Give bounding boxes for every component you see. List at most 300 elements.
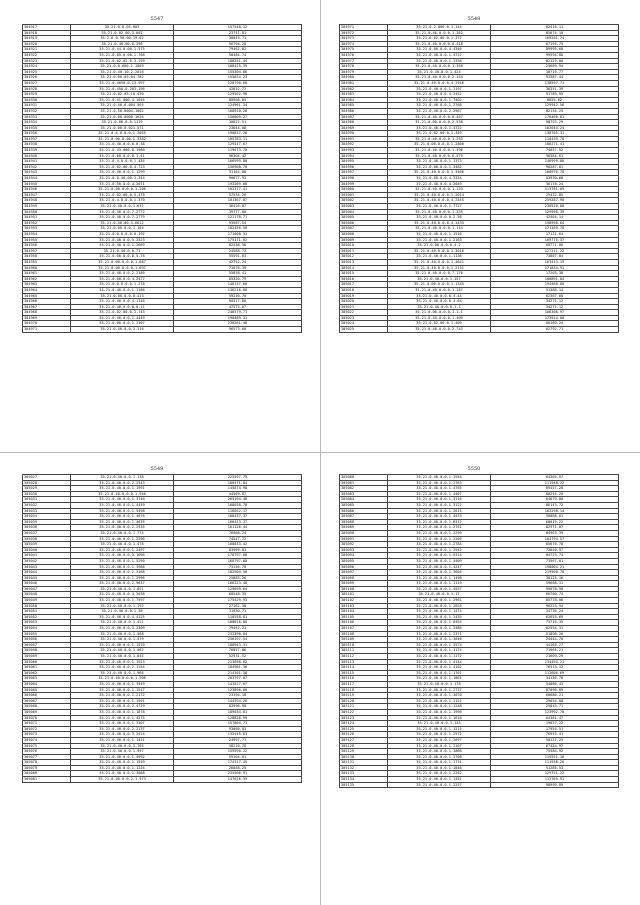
code-cell: 35.21.0.40.0.0.1.966 [71, 670, 174, 676]
code-cell: 35.21.0.40.0.0.4.2038 [71, 592, 174, 598]
code-cell: 35.21.0.40.0.0.1.4765 [388, 486, 491, 492]
code-cell: 35.21.0.40.0.0.2.2186 [71, 271, 174, 277]
record-id-cell: 305053 [23, 620, 71, 626]
code-cell: 35.21.0.40.0.0.3.316 [71, 327, 174, 333]
record-id-cell: 304920 [23, 41, 71, 47]
record-id-cell: 304951 [23, 215, 71, 221]
amount-cell: 265194.48 [174, 497, 302, 503]
record-id-cell: 305073 [23, 732, 71, 738]
code-cell: 35.21.0.40.0.004.564 [71, 103, 174, 109]
record-id-cell: 304995 [340, 159, 388, 165]
code-cell: 35.21.0.40.0.0.1.3116 [388, 497, 491, 503]
table-row [340, 327, 619, 333]
amount-cell: 108033.42 [174, 542, 302, 548]
table-row [340, 782, 619, 788]
amount-cell: 90317.86 [174, 299, 302, 305]
amount-cell: 24997.71 [174, 737, 302, 743]
amount-cell: 232390.04 [174, 631, 302, 637]
code-cell: 35.21.0.40.0.0.1.4102 [388, 665, 491, 671]
amount-cell: 121178.71 [174, 215, 302, 221]
amount-cell: 62416.11 [491, 25, 619, 31]
record-id-cell: 305119 [340, 693, 388, 699]
amount-cell: 129517.67 [174, 142, 302, 148]
amount-cell: 84365.97 [491, 475, 619, 481]
code-cell: 35.2.6.0.50.00.19.02 [71, 36, 174, 42]
code-cell: 35.21.0.40.0.0.1.1119 [388, 581, 491, 587]
amount-cell: 175171.62 [174, 237, 302, 243]
code-cell: 35.21.0.40.0.0.1.7402 [388, 97, 491, 103]
record-id-cell: 304933 [23, 114, 71, 120]
amount-cell: 175429.93 [174, 598, 302, 604]
amount-cell: 144394.26 [174, 698, 302, 704]
amount-cell: 93587.54 [174, 220, 302, 226]
amount-cell: 159590.22 [174, 749, 302, 755]
amount-cell: 238261.48 [174, 321, 302, 327]
code-cell: 35.21.0.40.0.0.1.5290 [71, 558, 174, 564]
record-id-cell: 304999 [340, 181, 388, 187]
record-id-cell: 305015 [340, 271, 388, 277]
code-cell: 35.21.0.40.0.0.1.1516 [388, 231, 491, 237]
record-id-cell: 305047 [23, 586, 71, 592]
record-id-cell: 305104 [340, 609, 388, 615]
record-id-cell: 304926 [23, 75, 71, 81]
amount-cell: 116052.17 [174, 508, 302, 514]
amount-cell: 169775.37 [491, 237, 619, 243]
code-cell: 35.21.0.40.0.0.1.2257 [388, 782, 491, 788]
amount-cell: 55591.63 [174, 254, 302, 260]
amount-cell: 118558.81 [174, 614, 302, 620]
amount-cell: 259287.90 [491, 198, 619, 204]
amount-cell: 58088.01 [491, 514, 619, 520]
code-cell: 35.21.0.40.0.0.1.4992 [71, 754, 174, 760]
record-id-cell: 305054 [23, 626, 71, 632]
code-cell: 35.21.0.40.0.0.1.5314 [388, 553, 491, 559]
code-cell: 35.21.0.40.0.0.0.6.575 [388, 153, 491, 159]
record-id-cell: 305039 [23, 542, 71, 548]
record-id-cell: 305075 [23, 743, 71, 749]
amount-cell: 138597.71 [491, 80, 619, 86]
code-cell: 35.21.0.40.0.0.1.1197 [388, 86, 491, 92]
code-cell: 35.21.0.40.0.0.1.421 [71, 620, 174, 626]
code-cell: 35.21.0.40.0.0.0.1.2014 [388, 192, 491, 198]
record-id-cell: 304965 [23, 293, 71, 299]
record-id-cell: 305135 [340, 782, 388, 788]
record-id-cell: 304957 [23, 248, 71, 254]
record-id-cell: 305133 [340, 771, 388, 777]
record-id-cell: 304963 [23, 282, 71, 288]
amount-cell: 25689.94 [491, 64, 619, 70]
record-id-cell: 305029 [23, 486, 71, 492]
amount-cell: 111948.22 [491, 480, 619, 486]
record-id-cell: 304943 [23, 170, 71, 176]
record-id-cell: 305077 [23, 754, 71, 760]
amount-cell: 51388.14 [491, 287, 619, 293]
record-id-cell: 304931 [23, 103, 71, 109]
amount-cell: 68019.22 [491, 519, 619, 525]
code-cell: 35.21.0.40.0.0.1.2784 [388, 542, 491, 548]
amount-cell: 86143.72 [491, 502, 619, 508]
code-cell: 35.21.0.40.0.0.4.1146 [71, 299, 174, 305]
code-cell: 35.21.0.4.0.0.0.1.434 [71, 159, 174, 165]
record-id-cell: 305038 [23, 536, 71, 542]
amount-cell: 82129.00 [491, 58, 619, 64]
amount-cell: 91789.95 [491, 92, 619, 98]
code-cell: 35.21.0.40.0.0.1.1878 [71, 709, 174, 715]
record-id-cell: 305023 [340, 315, 388, 321]
amount-cell: 173914.00 [491, 315, 619, 321]
code-cell: 35.21.0.450.0.203.196 [71, 86, 174, 92]
code-cell: 35.21.0.40.0.0.1.1070 [388, 693, 491, 699]
amount-cell: 34736.24 [491, 609, 619, 615]
amount-cell: 171008.51 [174, 231, 302, 237]
amount-cell: 34271.12 [491, 304, 619, 310]
code-cell: 35.21.0.40.0.0.0.0.418 [388, 41, 491, 47]
code-cell: 35.21.0.0.40.00.1.354 [71, 176, 174, 182]
amount-cell: 52931.52 [174, 654, 302, 660]
record-id-cell: 304967 [23, 304, 71, 310]
record-id-cell: 304939 [23, 148, 71, 154]
record-id-cell: 304948 [23, 198, 71, 204]
code-cell: 35.21.0.00.0.0.1.104 [71, 226, 174, 232]
amount-cell: 42464.14 [491, 215, 619, 221]
record-id-cell: 305102 [340, 598, 388, 604]
amount-cell: 42852.72 [174, 86, 302, 92]
amount-cell: 53930.68 [491, 176, 619, 182]
record-id-cell: 305064 [23, 681, 71, 687]
amount-cell: 104794.57 [491, 536, 619, 542]
code-cell: 35.21.0.00.0.0.0.1.41 [71, 153, 174, 159]
code-cell: 35.21.0.40.0.0.1.2697 [388, 737, 491, 743]
amount-cell: 36178.24 [491, 181, 619, 187]
record-id-cell: 305027 [23, 475, 71, 481]
amount-cell: 47575.07 [174, 304, 302, 310]
record-id-cell: 304996 [340, 164, 388, 170]
amount-cell: 184981.36 [174, 665, 302, 671]
amount-cell: 24444.70 [491, 637, 619, 643]
amount-cell: 59240.70 [174, 293, 302, 299]
code-cell: 35.21.0.40.0.0.2.2935 [71, 525, 174, 531]
amount-cell: 17131.64 [491, 231, 619, 237]
amount-cell: 127111.22 [491, 248, 619, 254]
amount-cell: 110439.76 [491, 136, 619, 142]
code-cell: 35.21.0.80.0.0.1119 [71, 120, 174, 126]
record-id-cell: 304921 [23, 47, 71, 53]
code-cell: 35.21.0.40.0.0.1.2262 [388, 771, 491, 777]
code-cell: 35.21.0.00.0.00.1.3382 [71, 136, 174, 142]
record-id-cell: 305117 [340, 681, 388, 687]
code-cell: 35.21.0.50.0.0.4.2071 [71, 181, 174, 187]
code-cell: 35.21.0.40.0.0.1.3708 [388, 754, 491, 760]
code-cell: 35.21.0.4.0.0.0.1.370 [71, 198, 174, 204]
record-id-cell: 304991 [340, 136, 388, 142]
amount-cell: 62655.69 [491, 614, 619, 620]
record-id-cell: 304917 [23, 25, 71, 31]
code-cell: 35.21.0.40.0.0.1.1498 [388, 575, 491, 581]
amount-cell: 129998.39 [491, 209, 619, 215]
record-id-cell: 304950 [23, 209, 71, 215]
amount-cell: 80254.20 [491, 491, 619, 497]
data-table [22, 474, 302, 783]
code-cell: 35.21.0.40.0.0.1.1046 [388, 637, 491, 643]
record-id-cell: 305051 [23, 609, 71, 615]
amount-cell: 73716.35 [491, 620, 619, 626]
code-cell: 35.21.0.40.0.0.0.1.1 [388, 304, 491, 310]
code-cell: 35.21.0.40.0.0.1.2615 [388, 508, 491, 514]
code-cell: 35.21.0.40.0.0.0.1.946 [71, 491, 174, 497]
amount-cell: 34271.12 [491, 299, 619, 305]
code-cell: 35.21.0.40.0.0.1.1136 [388, 254, 491, 260]
record-id-cell: 305113 [340, 659, 388, 665]
amount-cell: 186271.41 [491, 142, 619, 148]
code-cell: 35.21.0.40.0.0.1.2497 [71, 547, 174, 553]
record-id-cell: 305048 [23, 592, 71, 598]
record-id-cell: 304994 [340, 153, 388, 159]
record-id-cell: 304968 [23, 310, 71, 316]
record-id-cell: 305097 [340, 570, 388, 576]
record-id-cell: 304932 [23, 108, 71, 114]
code-cell: 35.21.0.40.0.0.1.2435 [388, 614, 491, 620]
amount-cell: 50137.25 [491, 737, 619, 743]
record-id-cell: 305020 [340, 299, 388, 305]
amount-cell: 129699.64 [174, 586, 302, 592]
record-id-cell: 305083 [340, 491, 388, 497]
record-id-cell: 305017 [340, 282, 388, 288]
amount-cell: 176466.61 [491, 114, 619, 120]
code-cell: 35.21.0.40.0.0.0.1.187 [388, 287, 491, 293]
amount-cell: 72850.97 [491, 547, 619, 553]
amount-cell: 112606.69 [491, 670, 619, 676]
code-cell: 35.21.0.40.0.0.1.1591 [71, 698, 174, 704]
code-cell: 35.21.0.02.02.0.3.159 [71, 58, 174, 64]
amount-cell: 84723.74 [491, 553, 619, 559]
record-id-cell: 305044 [23, 570, 71, 576]
code-cell: 35.21.0.44.0.00.1.575 [71, 47, 174, 53]
record-id-cell: 305108 [340, 631, 388, 637]
record-id-cell: 305125 [340, 726, 388, 732]
amount-cell: 58484.74 [174, 52, 302, 58]
code-cell: 35.21.0.40.0.0.1.2596 [71, 536, 174, 542]
record-id-cell: 305090 [340, 530, 388, 536]
code-cell: 35.21.0.40.0.0.0.2.743 [388, 327, 491, 333]
code-cell: 35.21.0.40.0.0.0.1.335 [388, 209, 491, 215]
record-id-cell: 304993 [340, 148, 388, 154]
record-id-cell: 304962 [23, 276, 71, 282]
code-cell: 35.21.0.40.0.0.1.1046 [388, 765, 491, 771]
record-id-cell: 304980 [340, 75, 388, 81]
record-id-cell: 304960 [23, 265, 71, 271]
amount-cell: 51285.53 [491, 765, 619, 771]
record-id-cell: 305114 [340, 665, 388, 671]
code-cell: 35.21.0.40.0.0.2.1154 [71, 665, 174, 671]
code-cell: 35.21.0.00.0.0.0.1.206 [71, 187, 174, 193]
record-id-cell: 304979 [340, 69, 388, 75]
record-id-cell: 305030 [23, 491, 71, 497]
amount-cell: 160976.78 [491, 170, 619, 176]
record-id-cell: 305016 [340, 276, 388, 282]
page-number: 5548 [467, 16, 481, 22]
code-cell: 35.21.0.40.0.0.1.2572 [388, 732, 491, 738]
amount-cell: 225597.79 [174, 475, 302, 481]
amount-cell: 87096.89 [491, 687, 619, 693]
code-cell: 35.21.0.40.0.0.0.4.1435 [388, 220, 491, 226]
table-row [23, 327, 302, 333]
record-id-cell: 305127 [340, 737, 388, 743]
amount-cell: 168038.78 [174, 502, 302, 508]
amount-cell: 98999.89 [491, 782, 619, 788]
code-cell: 35.21.0.40.0.0.1.1868 [388, 749, 491, 755]
amount-cell: 132445.63 [174, 732, 302, 738]
code-cell: 35.21.0.40.0.0.3.705 [71, 743, 174, 749]
record-id-cell: 305101 [340, 592, 388, 598]
code-cell: 35.21.0.00.0.0.0.1.2806 [388, 142, 491, 148]
code-cell: 35.21.0.40.0.0.0.0.58 [71, 142, 174, 148]
record-id-cell: 305057 [23, 642, 71, 648]
record-id-cell: 305076 [23, 749, 71, 755]
record-id-cell: 305025 [340, 327, 388, 333]
code-cell: 35.21.0.40.0.0.1.2996 [71, 575, 174, 581]
amount-cell: 19837.22 [491, 721, 619, 727]
record-id-cell: 305003 [340, 204, 388, 210]
record-id-cell: 305004 [340, 209, 388, 215]
record-id-cell: 304958 [23, 254, 71, 260]
record-id-cell: 304975 [340, 47, 388, 53]
record-id-cell: 305028 [23, 480, 71, 486]
amount-cell: 158998.64 [491, 220, 619, 226]
code-cell: 35.21.0.40.0.0.1.2542 [388, 547, 491, 553]
record-id-cell: 305078 [23, 760, 71, 766]
record-id-cell: 304974 [340, 41, 388, 47]
code-cell: 35.21.0.02.00.0.3.743 [71, 310, 174, 316]
record-id-cell: 305134 [340, 777, 388, 783]
amount-cell: 106306.97 [491, 310, 619, 316]
record-id-cell: 305033 [23, 508, 71, 514]
record-id-cell: 305049 [23, 598, 71, 604]
amount-cell: 80160.24 [491, 321, 619, 327]
amount-cell: 156908.78 [174, 164, 302, 170]
amount-cell: 67195.75 [491, 41, 619, 47]
code-cell: 35.21.0.40.0.0.1.568 [71, 631, 174, 637]
record-id-cell: 304944 [23, 176, 71, 182]
record-id-cell: 305032 [23, 502, 71, 508]
amount-cell: 39777.80 [174, 209, 302, 215]
amount-cell: 256197.54 [174, 637, 302, 643]
record-id-cell: 305080 [340, 475, 388, 481]
code-cell: 35.21.0.00.09.04.782 [71, 75, 174, 81]
code-cell: 35.21.0.4.0.0.0.1.2055 [71, 131, 174, 137]
amount-cell: 100891.04 [491, 276, 619, 282]
record-id-cell: 305124 [340, 721, 388, 727]
code-cell: 35.21.0.40.0.0.1.2961 [388, 598, 491, 604]
record-id-cell: 305068 [23, 704, 71, 710]
record-id-cell: 305018 [340, 287, 388, 293]
amount-cell: 64181.47 [491, 715, 619, 721]
amount-cell: 79452.21 [174, 626, 302, 632]
record-id-cell: 305121 [340, 704, 388, 710]
code-cell: 35.21.0.40.0.0.1.1151 [388, 698, 491, 704]
code-cell: 35.21.0.40.0.0.1.4407 [388, 491, 491, 497]
record-id-cell: 305012 [340, 254, 388, 260]
record-id-cell: 305130 [340, 754, 388, 760]
record-id-cell: 305132 [340, 765, 388, 771]
record-id-cell: 305061 [23, 665, 71, 671]
code-cell: 35.21.0.40.0.0.1.157 [388, 276, 491, 282]
code-cell: 35.21.0.40.0.0.1.1451 [388, 777, 491, 783]
amount-cell: 25432.85 [491, 192, 619, 198]
amount-cell: 98753.29 [491, 120, 619, 126]
code-cell: 35.21.0.40.0.0.2.2967 [388, 108, 491, 114]
code-cell: 35.21.0.40.0.0.1.997 [71, 749, 174, 755]
amount-cell: 171169.78 [491, 226, 619, 232]
amount-cell: 17203.38 [491, 271, 619, 277]
record-id-cell: 304986 [340, 108, 388, 114]
record-id-cell: 305055 [23, 631, 71, 637]
amount-cell: 68548.35 [174, 592, 302, 598]
record-id-cell: 304952 [23, 220, 71, 226]
code-cell: 35.21.0.40.0.0.1.2107 [71, 721, 174, 727]
record-id-cell: 304971 [340, 25, 388, 31]
record-id-cell: 305099 [340, 581, 388, 587]
amount-cell: 190837.28 [174, 131, 302, 137]
code-cell: 35.21.0.40.0.0.1.579 [71, 637, 174, 643]
record-id-cell: 305110 [340, 642, 388, 648]
page-number: 5547 [150, 16, 164, 22]
record-id-cell: 305021 [340, 304, 388, 310]
code-cell: 35.21.0.40.0.0.0.1.356 [388, 64, 491, 70]
record-id-cell: 304929 [23, 92, 71, 98]
code-cell: 35.21.0.40.0.0.1.424 [388, 69, 491, 75]
amount-cell: 155304.86 [174, 69, 302, 75]
record-id-cell: 305107 [340, 626, 388, 632]
amount-cell: 24588.72 [174, 248, 302, 254]
record-id-cell: 305095 [340, 558, 388, 564]
code-cell: 35.21.0.40.0.0.1.1215 [388, 726, 491, 732]
record-id-cell: 304947 [23, 192, 71, 198]
amount-cell: 84963.39 [491, 530, 619, 536]
amount-cell: 21609.29 [491, 654, 619, 660]
amount-cell: 157804.71 [174, 721, 302, 727]
code-cell: 35.21.0.40.00.0.396 [71, 41, 174, 47]
record-id-cell: 305123 [340, 715, 388, 721]
code-cell: 35.21.0.40.0.0.1.2737 [388, 687, 491, 693]
code-cell: 35.21.0.40.0.0.1.17 [388, 592, 491, 598]
code-cell: 35.21.0.02.03.10.430 [71, 92, 174, 98]
amount-cell: 58210.70 [174, 743, 302, 749]
record-id-cell: 304992 [340, 142, 388, 148]
record-id-cell: 305002 [340, 198, 388, 204]
code-cell: 35.21.0.40.0.0.1.7727 [388, 204, 491, 210]
code-cell: 35.21.0.50.0004.1602 [71, 108, 174, 114]
code-cell: 35.21.0.40.0.0.1.3740 [71, 497, 174, 503]
record-id-cell: 305071 [23, 721, 71, 727]
amount-cell: 99594.80 [491, 52, 619, 58]
record-id-cell: 305096 [340, 564, 388, 570]
record-id-cell: 305007 [340, 226, 388, 232]
record-id-cell: 305045 [23, 575, 71, 581]
code-cell: 35.21.0.40.0.0.1.1336 [388, 58, 491, 64]
record-id-cell: 305058 [23, 648, 71, 654]
record-id-cell: 304959 [23, 259, 71, 265]
code-cell: 35.21.0.00.0.0.0.413 [71, 293, 174, 299]
amount-cell: 214101.58 [174, 670, 302, 676]
amount-cell: 80968.85 [174, 97, 302, 103]
amount-cell: 38719.77 [491, 69, 619, 75]
code-cell: 35.21.0.40.0.0.7.2779 [71, 215, 174, 221]
record-id-cell: 304981 [340, 80, 388, 86]
amount-cell: 62367.60 [491, 293, 619, 299]
code-cell: 35.21.0.40.0.0.2.4729 [71, 704, 174, 710]
amount-cell: 182504.58 [174, 570, 302, 576]
amount-cell: 55858.41 [174, 271, 302, 277]
